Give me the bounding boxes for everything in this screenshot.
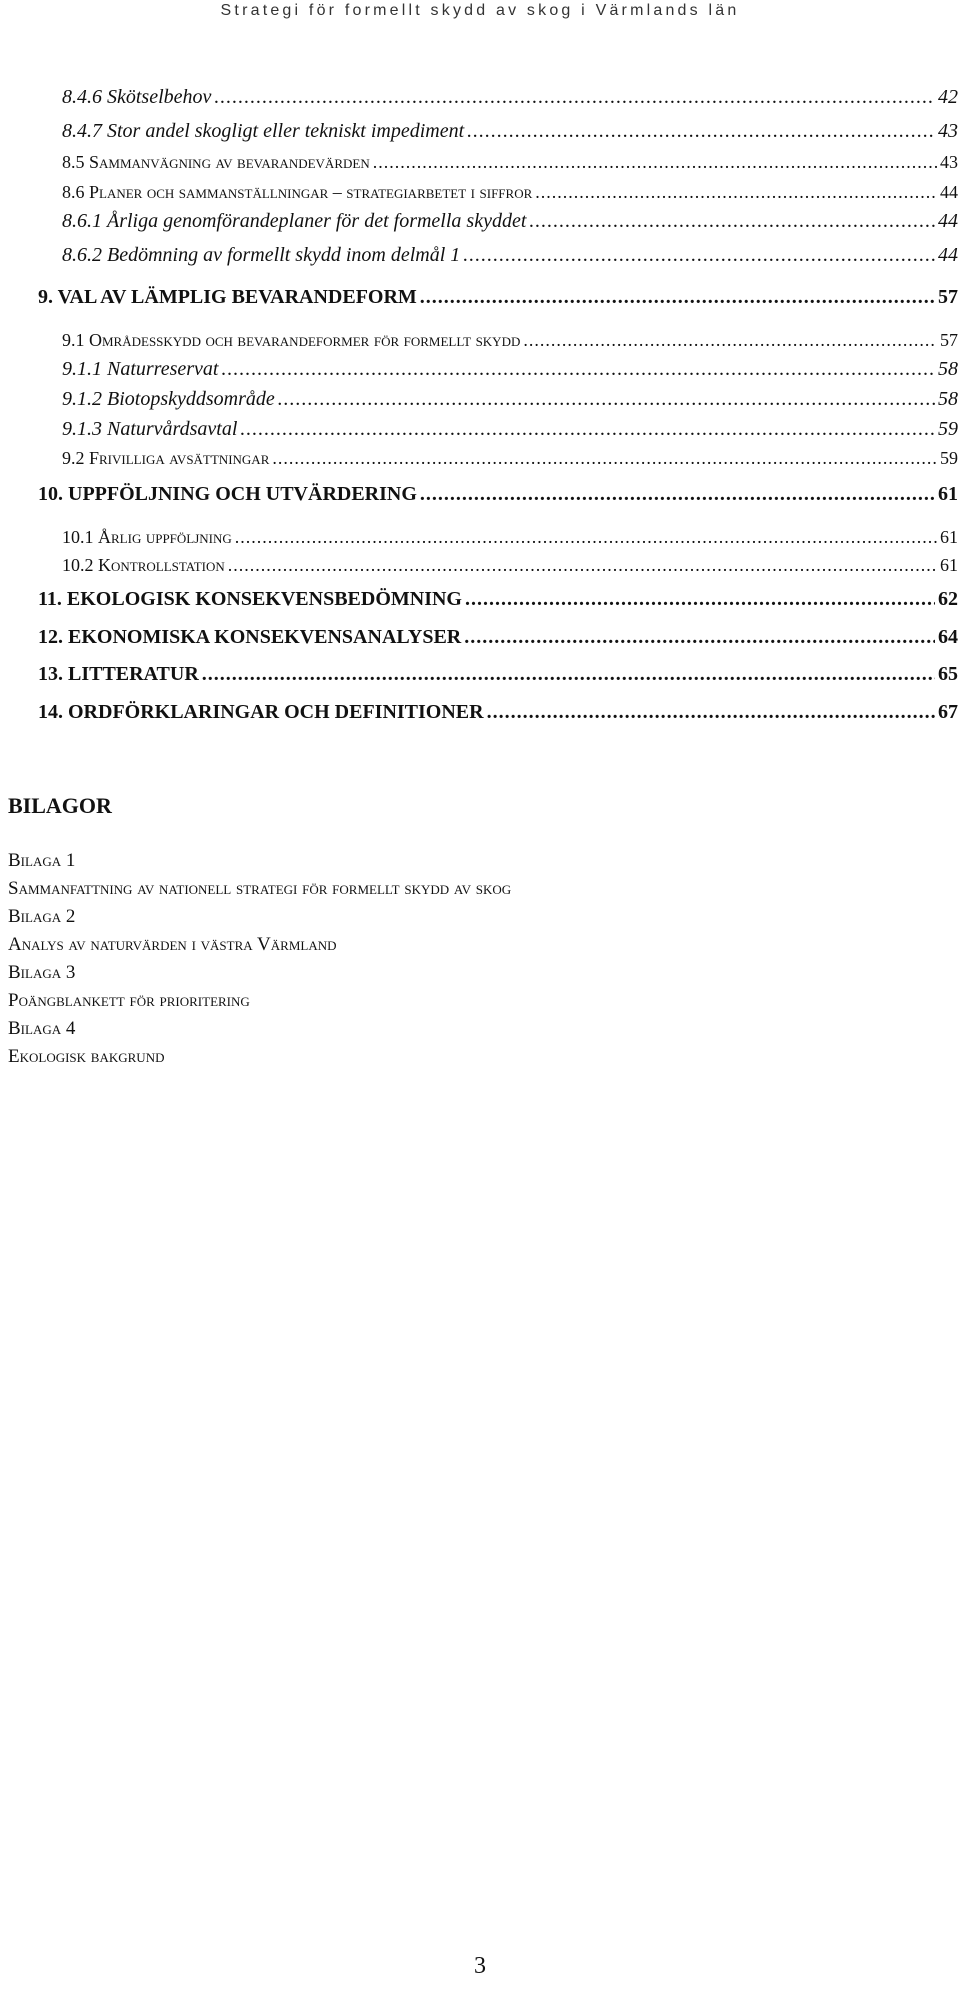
toc-number: 9. [38, 286, 53, 308]
toc-number: 9.1 [62, 330, 85, 350]
toc-entry-8-6-1[interactable] [62, 210, 958, 233]
appendix-label-1: Bilaga 1 [8, 850, 76, 871]
toc-title: Bedömning av formellt skydd inom delmål 1 [107, 244, 461, 266]
appendix-title-3: Poängblankett för prioritering [8, 990, 250, 1011]
toc-title: Stor andel skogligt eller tekniskt impediment [107, 120, 465, 142]
toc-entry-8-5[interactable] [62, 152, 958, 173]
toc-title: Naturreservat [107, 358, 219, 380]
toc-entry-14[interactable] [38, 701, 958, 724]
toc-leader [235, 527, 937, 548]
toc-page: 67 [938, 701, 958, 723]
toc-leader [487, 701, 935, 724]
appendix-title-4: Ekologisk bakgrund [8, 1046, 165, 1067]
toc-number: 12. [38, 626, 63, 648]
toc-title: Biotopskyddsområde [107, 388, 275, 410]
toc-number: 10.1 [62, 527, 94, 547]
toc-page: 42 [938, 86, 958, 108]
toc-entry-9-1-3[interactable] [62, 418, 958, 441]
toc-number: 8.4.6 [62, 86, 102, 108]
toc-leader [463, 244, 935, 267]
toc-number: 9.1.2 [62, 388, 102, 410]
toc-number: 8.4.7 [62, 120, 102, 142]
toc-entry-9[interactable] [38, 286, 958, 309]
toc-leader [278, 388, 935, 411]
appendix-label-3: Bilaga 3 [8, 962, 76, 983]
toc-leader [202, 663, 935, 686]
toc-page: 59 [940, 448, 958, 468]
page-number: 3 [474, 1953, 486, 1979]
toc-entry-9-1-1[interactable] [62, 358, 958, 381]
toc-number: 9.1.3 [62, 418, 102, 440]
toc-page: 43 [938, 120, 958, 142]
toc-entry-10[interactable] [38, 483, 958, 506]
toc-number: 8.6.2 [62, 244, 102, 266]
appendix-label-2: Bilaga 2 [8, 906, 76, 927]
toc-page: 61 [938, 483, 958, 505]
toc-leader [420, 483, 935, 506]
toc-entry-9-2[interactable] [62, 448, 958, 469]
toc-page: 57 [938, 286, 958, 308]
toc-number: 9.2 [62, 448, 85, 468]
toc-leader [464, 626, 935, 649]
toc-number: 14. [38, 701, 63, 723]
toc-leader [465, 588, 935, 611]
toc-title: Naturvårdsavtal [107, 418, 238, 440]
toc-number: 13. [38, 663, 63, 685]
appendix-title-2: Analys av naturvärden i västra Värmland [8, 934, 337, 955]
toc-number: 10. [38, 483, 63, 505]
toc-title: VAL AV LÄMPLIG BEVARANDEFORM [57, 286, 417, 308]
toc-entry-9-1-2[interactable] [62, 388, 958, 411]
appendix-label-4: Bilaga 4 [8, 1018, 76, 1039]
toc-entry-8-6[interactable] [62, 182, 958, 203]
toc-number: 9.1.1 [62, 358, 102, 380]
toc-leader [214, 86, 935, 109]
toc-entry-12[interactable] [38, 626, 958, 649]
toc-page: 44 [940, 182, 958, 202]
toc-number: 8.6.1 [62, 210, 102, 232]
toc-title: ORDFÖRKLARINGAR OCH DEFINITIONER [68, 701, 484, 723]
toc-title: Skötselbehov [107, 86, 212, 108]
toc-page: 64 [938, 626, 958, 648]
toc-page: 58 [938, 358, 958, 380]
toc-leader [535, 182, 937, 203]
toc-title: Årliga genomförandeplaner för det formella skyddet [107, 210, 527, 232]
toc-number: 8.6 [62, 182, 85, 202]
toc-leader [467, 120, 935, 143]
toc-entry-8-6-2[interactable] [62, 244, 958, 267]
toc-page: 65 [938, 663, 958, 685]
toc-page: 59 [938, 418, 958, 440]
toc-entry-11[interactable] [38, 588, 958, 611]
running-header: Strategi för formellt skydd av skog i Värmlands län [220, 2, 740, 19]
toc-title: Planer och sammanställningar – strategiarbetet i siffror [89, 182, 533, 202]
toc-entry-8-4-6[interactable] [62, 86, 958, 109]
toc-leader [221, 358, 935, 381]
toc-title: LITTERATUR [68, 663, 199, 685]
toc-title: Årlig uppföljning [98, 527, 232, 547]
toc-entry-10-2[interactable] [62, 555, 958, 576]
toc-page: 44 [938, 210, 958, 232]
toc-leader [373, 152, 937, 173]
toc-page: 57 [940, 330, 958, 350]
toc-leader [523, 330, 937, 351]
toc-leader [420, 286, 935, 309]
toc-title: EKONOMISKA KONSEKVENSANALYSER [68, 626, 462, 648]
toc-page: 61 [940, 527, 958, 547]
appendix-title-1: Sammanfattning av nationell strategi för formellt skydd av skog [8, 878, 512, 899]
toc-title: EKOLOGISK KONSEKVENSBEDÖMNING [66, 588, 462, 610]
toc-entry-9-1[interactable] [62, 330, 958, 351]
toc-entry-10-1[interactable] [62, 527, 958, 548]
toc-page: 62 [938, 588, 958, 610]
toc-title: Sammanvägning av bevarandevärden [89, 152, 370, 172]
toc-page: 44 [938, 244, 958, 266]
toc-leader [529, 210, 935, 233]
toc-leader [240, 418, 935, 441]
toc-number: 8.5 [62, 152, 85, 172]
toc-title: Kontrollstation [98, 555, 225, 575]
appendices-heading: BILAGOR [8, 793, 112, 818]
toc-leader [272, 448, 937, 469]
toc-title: Områdesskydd och bevarandeformer för formellt skydd [89, 330, 521, 350]
toc-page: 58 [938, 388, 958, 410]
toc-number: 10.2 [62, 555, 94, 575]
toc-page: 43 [940, 152, 958, 172]
toc-entry-8-4-7[interactable] [62, 120, 958, 143]
toc-title: Frivilliga avsättningar [89, 448, 270, 468]
toc-leader [228, 555, 937, 576]
toc-entry-13[interactable] [38, 663, 958, 686]
toc-page: 61 [940, 555, 958, 575]
toc-title: UPPFÖLJNING OCH UTVÄRDERING [68, 483, 417, 505]
toc-number: 11. [38, 588, 62, 610]
